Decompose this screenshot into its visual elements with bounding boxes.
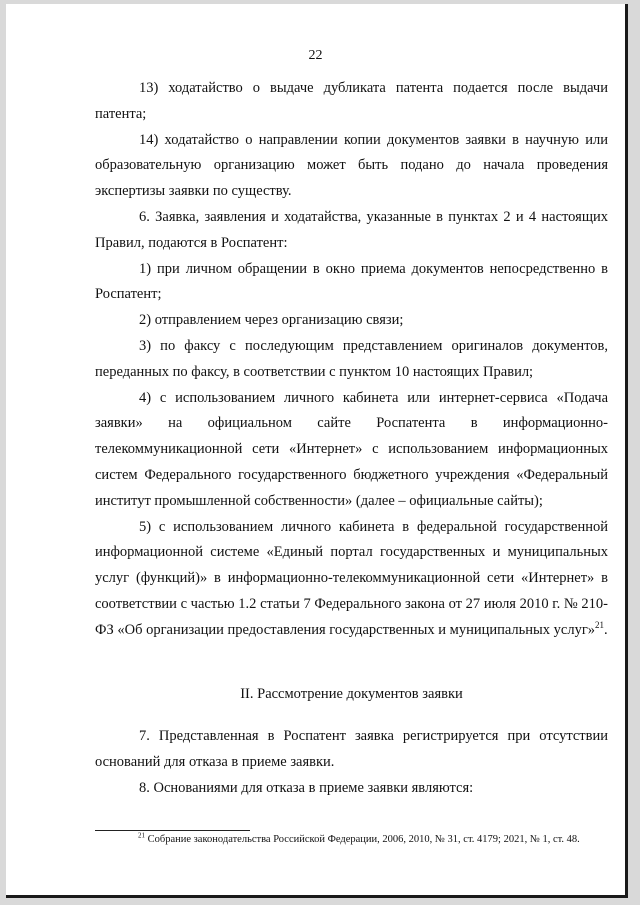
paragraph-7: 7. Представленная в Роспатент заявка регистрируется при отсутствии оснований для отказа в приеме заявки. (95, 728, 608, 771)
subitem-5-end: . (604, 621, 608, 638)
footnote-text: Собрание законодательства Российской Федерации, 2006, 2010, № 31, ст. 4179; 2021, № 1, ст. 48. (145, 834, 580, 845)
footnote-reference: 21 (595, 619, 605, 630)
paragraph-14: 14) ходатайство о направлении копии документов заявки в научную или образовательную организацию может быть подано до начала проведения экспертизы заявки по существу. (95, 131, 608, 200)
footnote-number: 21 (138, 831, 145, 840)
page-number: 22 (308, 48, 323, 63)
subitem-3: 3) по факсу с последующим представлением оригиналов документов, переданных по факсу, в соответствии с пунктом 10 настоящих Правил; (95, 337, 608, 380)
subitem-4: 4) с использованием личного кабинета или интернет-сервиса «Подача заявки» на официальном сайте Роспатента в информационно-телекоммуникационной сети «Интернет» с использованием информационных систем Федерального государственного бюджетного учреждения «Федеральный институт промышленной собственности» (далее – официальные сайты); (95, 389, 608, 509)
paragraph-13: 13) ходатайство о выдаче дубликата патента подается после выдачи патента; (95, 80, 608, 122)
document-body (95, 76, 608, 802)
subitem-5 (95, 515, 608, 644)
subitem-1: 1) при личном обращении в окно приема документов непосредственно в Роспатент; (95, 260, 608, 303)
footnote (138, 833, 608, 847)
paragraph-8: 8. Основаниями для отказа в приеме заявки являются: (139, 779, 474, 796)
paragraph-6: 6. Заявка, заявления и ходатайства, указанные в пунктах 2 и 4 настоящих Правил, подаются в Роспатент: (95, 208, 608, 251)
subitem-2: 2) отправлением через организацию связи; (139, 312, 404, 329)
section-heading: II. Рассмотрение документов заявки (240, 685, 463, 702)
document-page (6, 4, 628, 898)
footnote-divider (95, 830, 250, 831)
subitem-5-text: 5) с использованием личного кабинета в федеральной государственной информационной системе «Единый портал государственных и муниципальных услуг (функций)» в информационно-телекоммуникационной сети «Интернет» в соответствии с частью 1.2 статьи 7 Федерального закона от 27 июля 2010 г. № 210-ФЗ «Об организации предоставления государственных и муниципальных услуг» (95, 518, 608, 638)
